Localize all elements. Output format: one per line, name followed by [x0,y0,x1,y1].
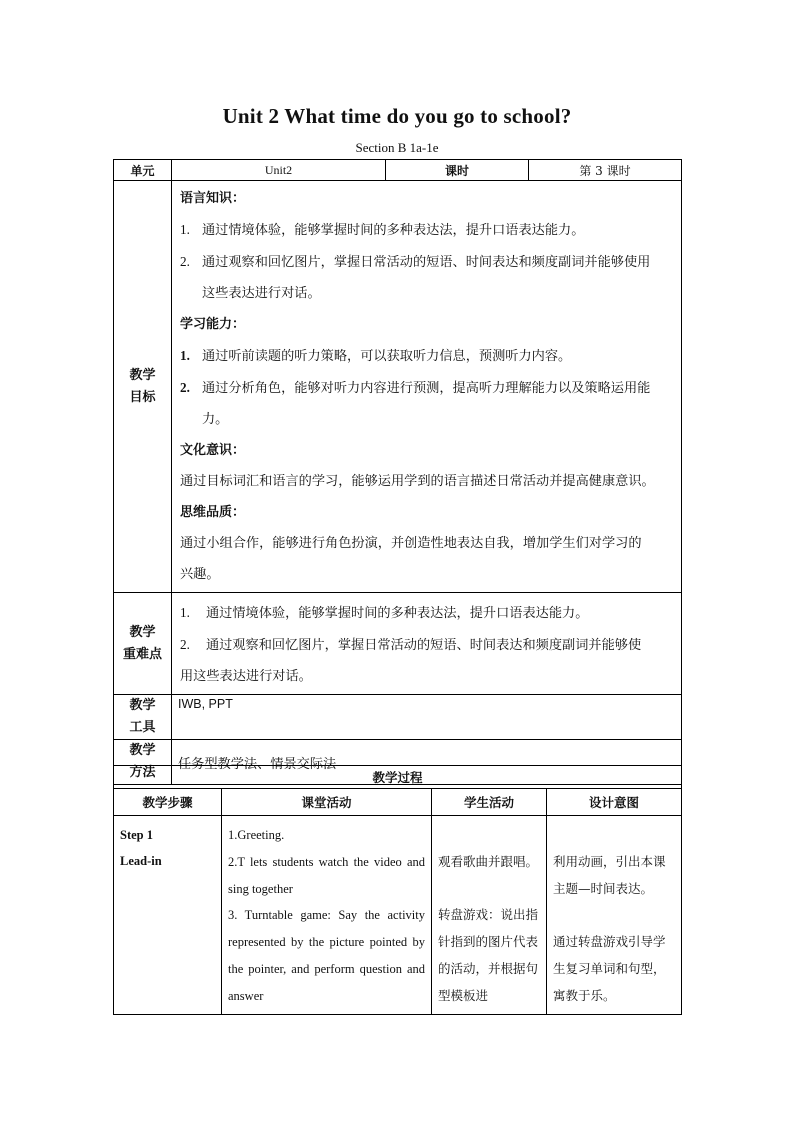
culture-heading: 文化意识： [180,443,246,458]
key-point-item: 2. 通过观察和回忆图片，掌握日常活动的短语、时间表达和频度副词并能够使 [180,637,642,653]
key-points-content [172,593,682,695]
activity-cell: 1.Greeting. 2.T lets students watch the video and sing together 3. Turntable game: Say the activity represented by the picture pointed by the pointer, and perform question and answer [222,816,432,1015]
thinking-text-cont: 兴趣。 [180,567,220,582]
period-label: 课时 [386,160,529,181]
document-subtitle: Section B 1a-1e [355,140,439,155]
language-item: 1. 通过情境体验，能够掌握时间的多种表达法，提升口语表达能力。 [180,222,585,238]
lesson-plan-table [113,159,682,785]
design-intent-cell: 利用动画，引出本课主题—时间表达。 通过转盘游戏引导学生复习单词和句型，寓教于乐。 [547,816,682,1015]
ability-item: 1. 通过听前读题的听力策略，可以获取听力信息，预测听力内容。 [180,348,572,364]
process-table [113,765,682,1015]
key-point-item: 1. 通过情境体验，能够掌握时间的多种表达法，提升口语表达能力。 [180,605,589,621]
culture-text: 通过目标词汇和语言的学习，能够运用学到的语言描述日常活动并提高健康意识。 [180,474,655,489]
unit-label: 单元 [114,160,172,181]
ability-item: 2. 通过分析角色，能够对听力内容进行预测，提高听力理解能力以及策略运用能 [180,380,651,396]
document-title: Unit 2 What time do you go to school? [222,104,572,128]
ability-item-cont: 力。 [202,412,229,427]
methods-value: 任务型教学法、情景交际法 [172,740,682,785]
goals-content [172,181,682,593]
language-item: 2. 通过观察和回忆图片，掌握日常活动的短语、时间表达和频度副词并能够使用 [180,254,651,270]
tools-value: IWB, PPT [172,695,682,740]
key-point-item-cont: 用这些表达进行对话。 [180,669,312,684]
table-row [114,816,682,1015]
column-header-intent: 设计意图 [547,789,682,816]
step-cell: Step 1 Lead-in [114,816,222,1015]
thinking-text: 通过小组合作，能够进行角色扮演，并创造性地表达自我，增加学生们对学习的 [180,536,642,551]
column-header-activity: 课堂活动 [222,789,432,816]
key-points-label: 教学 重难点 [114,593,172,695]
methods-label: 教学 方法 [114,740,172,785]
language-heading: 语言知识： [180,191,246,206]
unit-value: Unit2 [172,160,386,181]
column-header-step: 教学步骤 [114,789,222,816]
column-header-student: 学生活动 [432,789,547,816]
period-value: 第 3 课时 [529,160,682,181]
thinking-heading: 思维品质： [180,505,246,520]
process-title: 教学过程 [114,766,682,789]
tools-label: 教学 工具 [114,695,172,740]
ability-heading: 学习能力： [180,317,246,332]
language-item-cont: 这些表达进行对话。 [202,286,321,301]
student-activity-cell: 观看歌曲并跟唱。 转盘游戏：说出指针指到的图片代表的活动，并根据句型模板进 [432,816,547,1015]
goals-label: 教学 目标 [114,181,172,593]
